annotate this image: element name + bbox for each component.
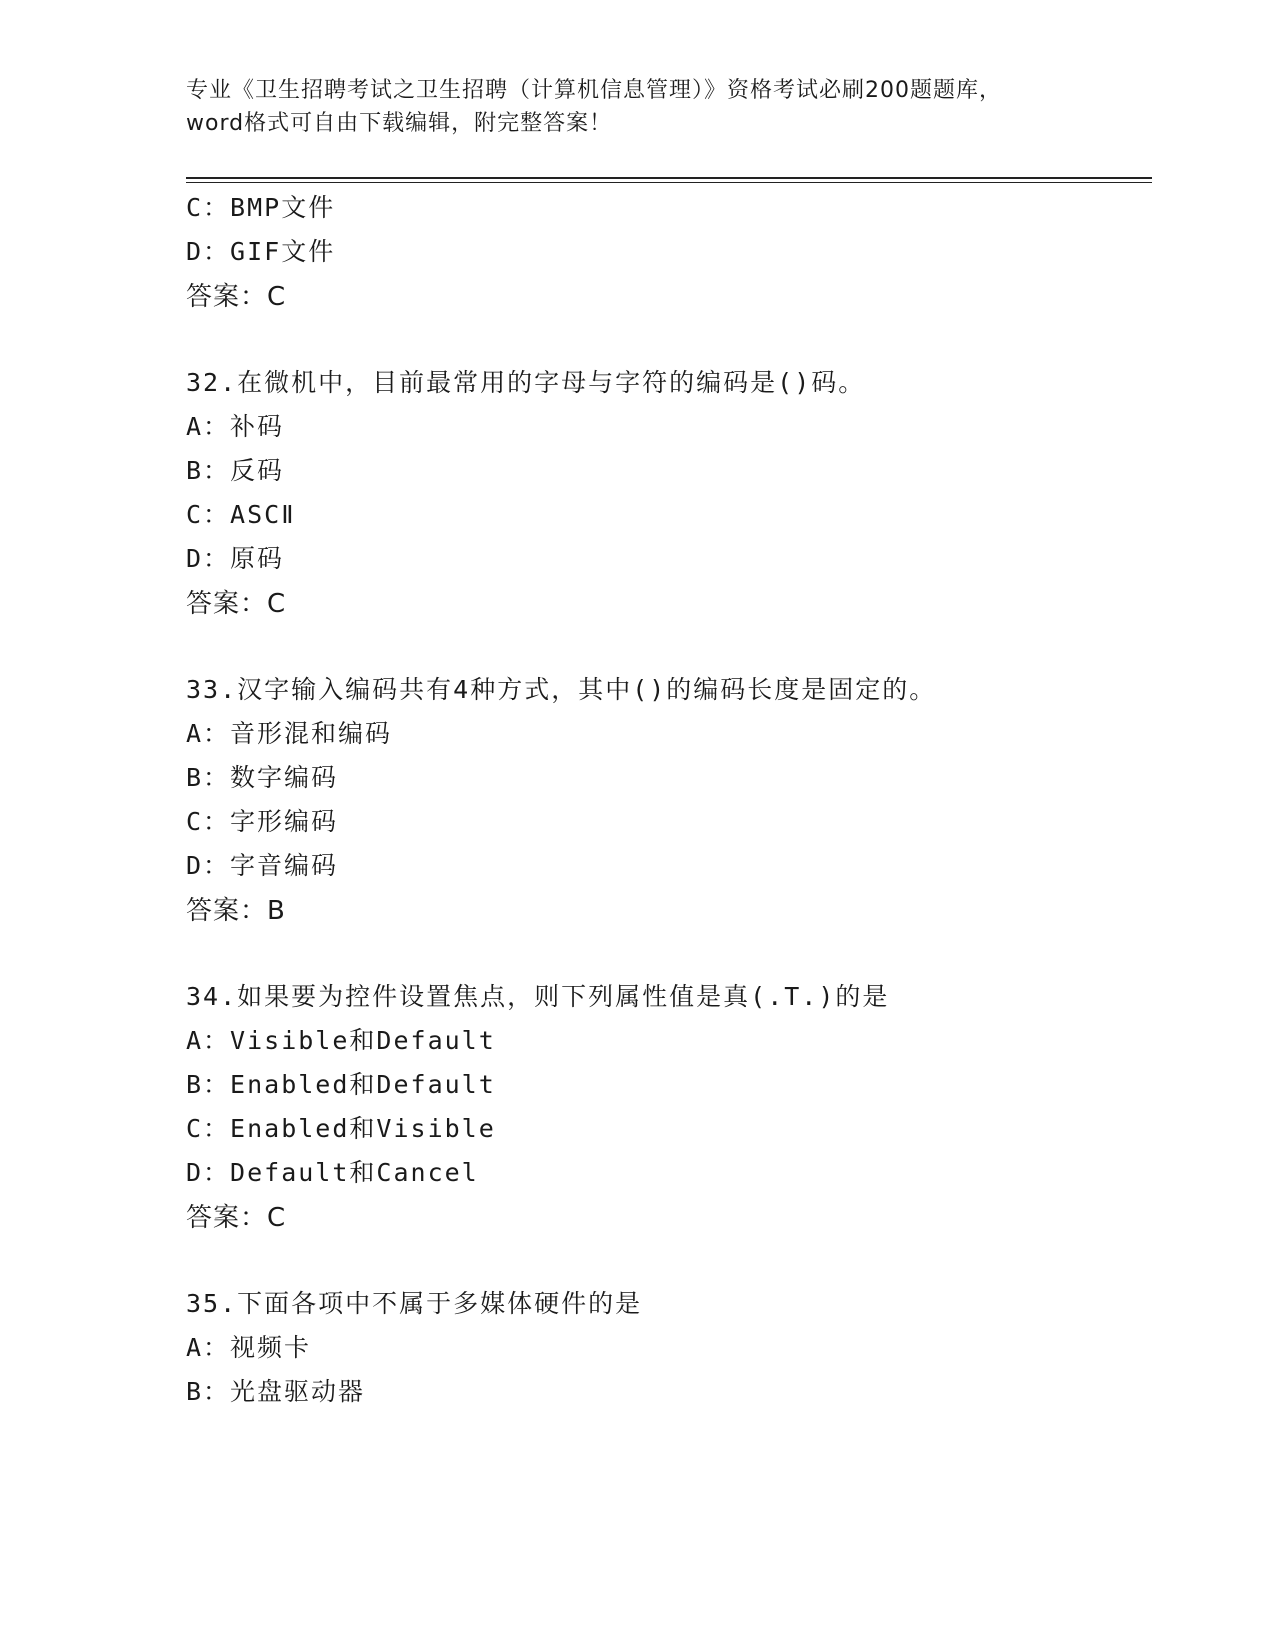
option-c: C：BMP文件 bbox=[186, 193, 336, 222]
option-c: C：ASCⅡ bbox=[186, 500, 296, 529]
option-b: B：光盘驱动器 bbox=[186, 1377, 366, 1406]
option-a: A：补码 bbox=[186, 412, 285, 441]
page-header bbox=[186, 74, 1086, 140]
option-d: D：Default和Cancel bbox=[186, 1158, 479, 1187]
option-c: C：字形编码 bbox=[186, 807, 339, 836]
question-stem: 34.如果要为控件设置焦点，则下列属性值是真(.T.)的是 bbox=[186, 982, 890, 1011]
option-c: C：Enabled和Visible bbox=[186, 1114, 496, 1143]
option-d: D：GIF文件 bbox=[186, 237, 336, 266]
answer-line: 答案：B bbox=[186, 896, 286, 926]
header-rule-thin bbox=[186, 182, 1152, 183]
option-a: A：音形混和编码 bbox=[186, 719, 393, 748]
option-a: A：视频卡 bbox=[186, 1333, 312, 1362]
option-b: B：反码 bbox=[186, 456, 285, 485]
option-b: B：数字编码 bbox=[186, 763, 339, 792]
header-line-1: 专业《卫生招聘考试之卫生招聘（计算机信息管理）》资格考试必刷200题题库， bbox=[186, 78, 1002, 103]
question-stem: 32.在微机中，目前最常用的字母与字符的编码是()码。 bbox=[186, 368, 866, 397]
question-stem: 35.下面各项中不属于多媒体硬件的是 bbox=[186, 1289, 643, 1318]
answer-line: 答案：C bbox=[186, 1203, 287, 1233]
answer-line: 答案：C bbox=[186, 589, 287, 619]
question-stem: 33.汉字输入编码共有4种方式，其中()的编码长度是固定的。 bbox=[186, 675, 937, 704]
header-line-2: word格式可自由下载编辑，附完整答案！ bbox=[186, 111, 613, 136]
option-a: A：Visible和Default bbox=[186, 1026, 496, 1055]
option-b: B：Enabled和Default bbox=[186, 1070, 496, 1099]
answer-line: 答案：C bbox=[186, 282, 287, 312]
header-rule bbox=[186, 177, 1152, 179]
option-d: D：原码 bbox=[186, 544, 285, 573]
option-d: D：字音编码 bbox=[186, 851, 339, 880]
